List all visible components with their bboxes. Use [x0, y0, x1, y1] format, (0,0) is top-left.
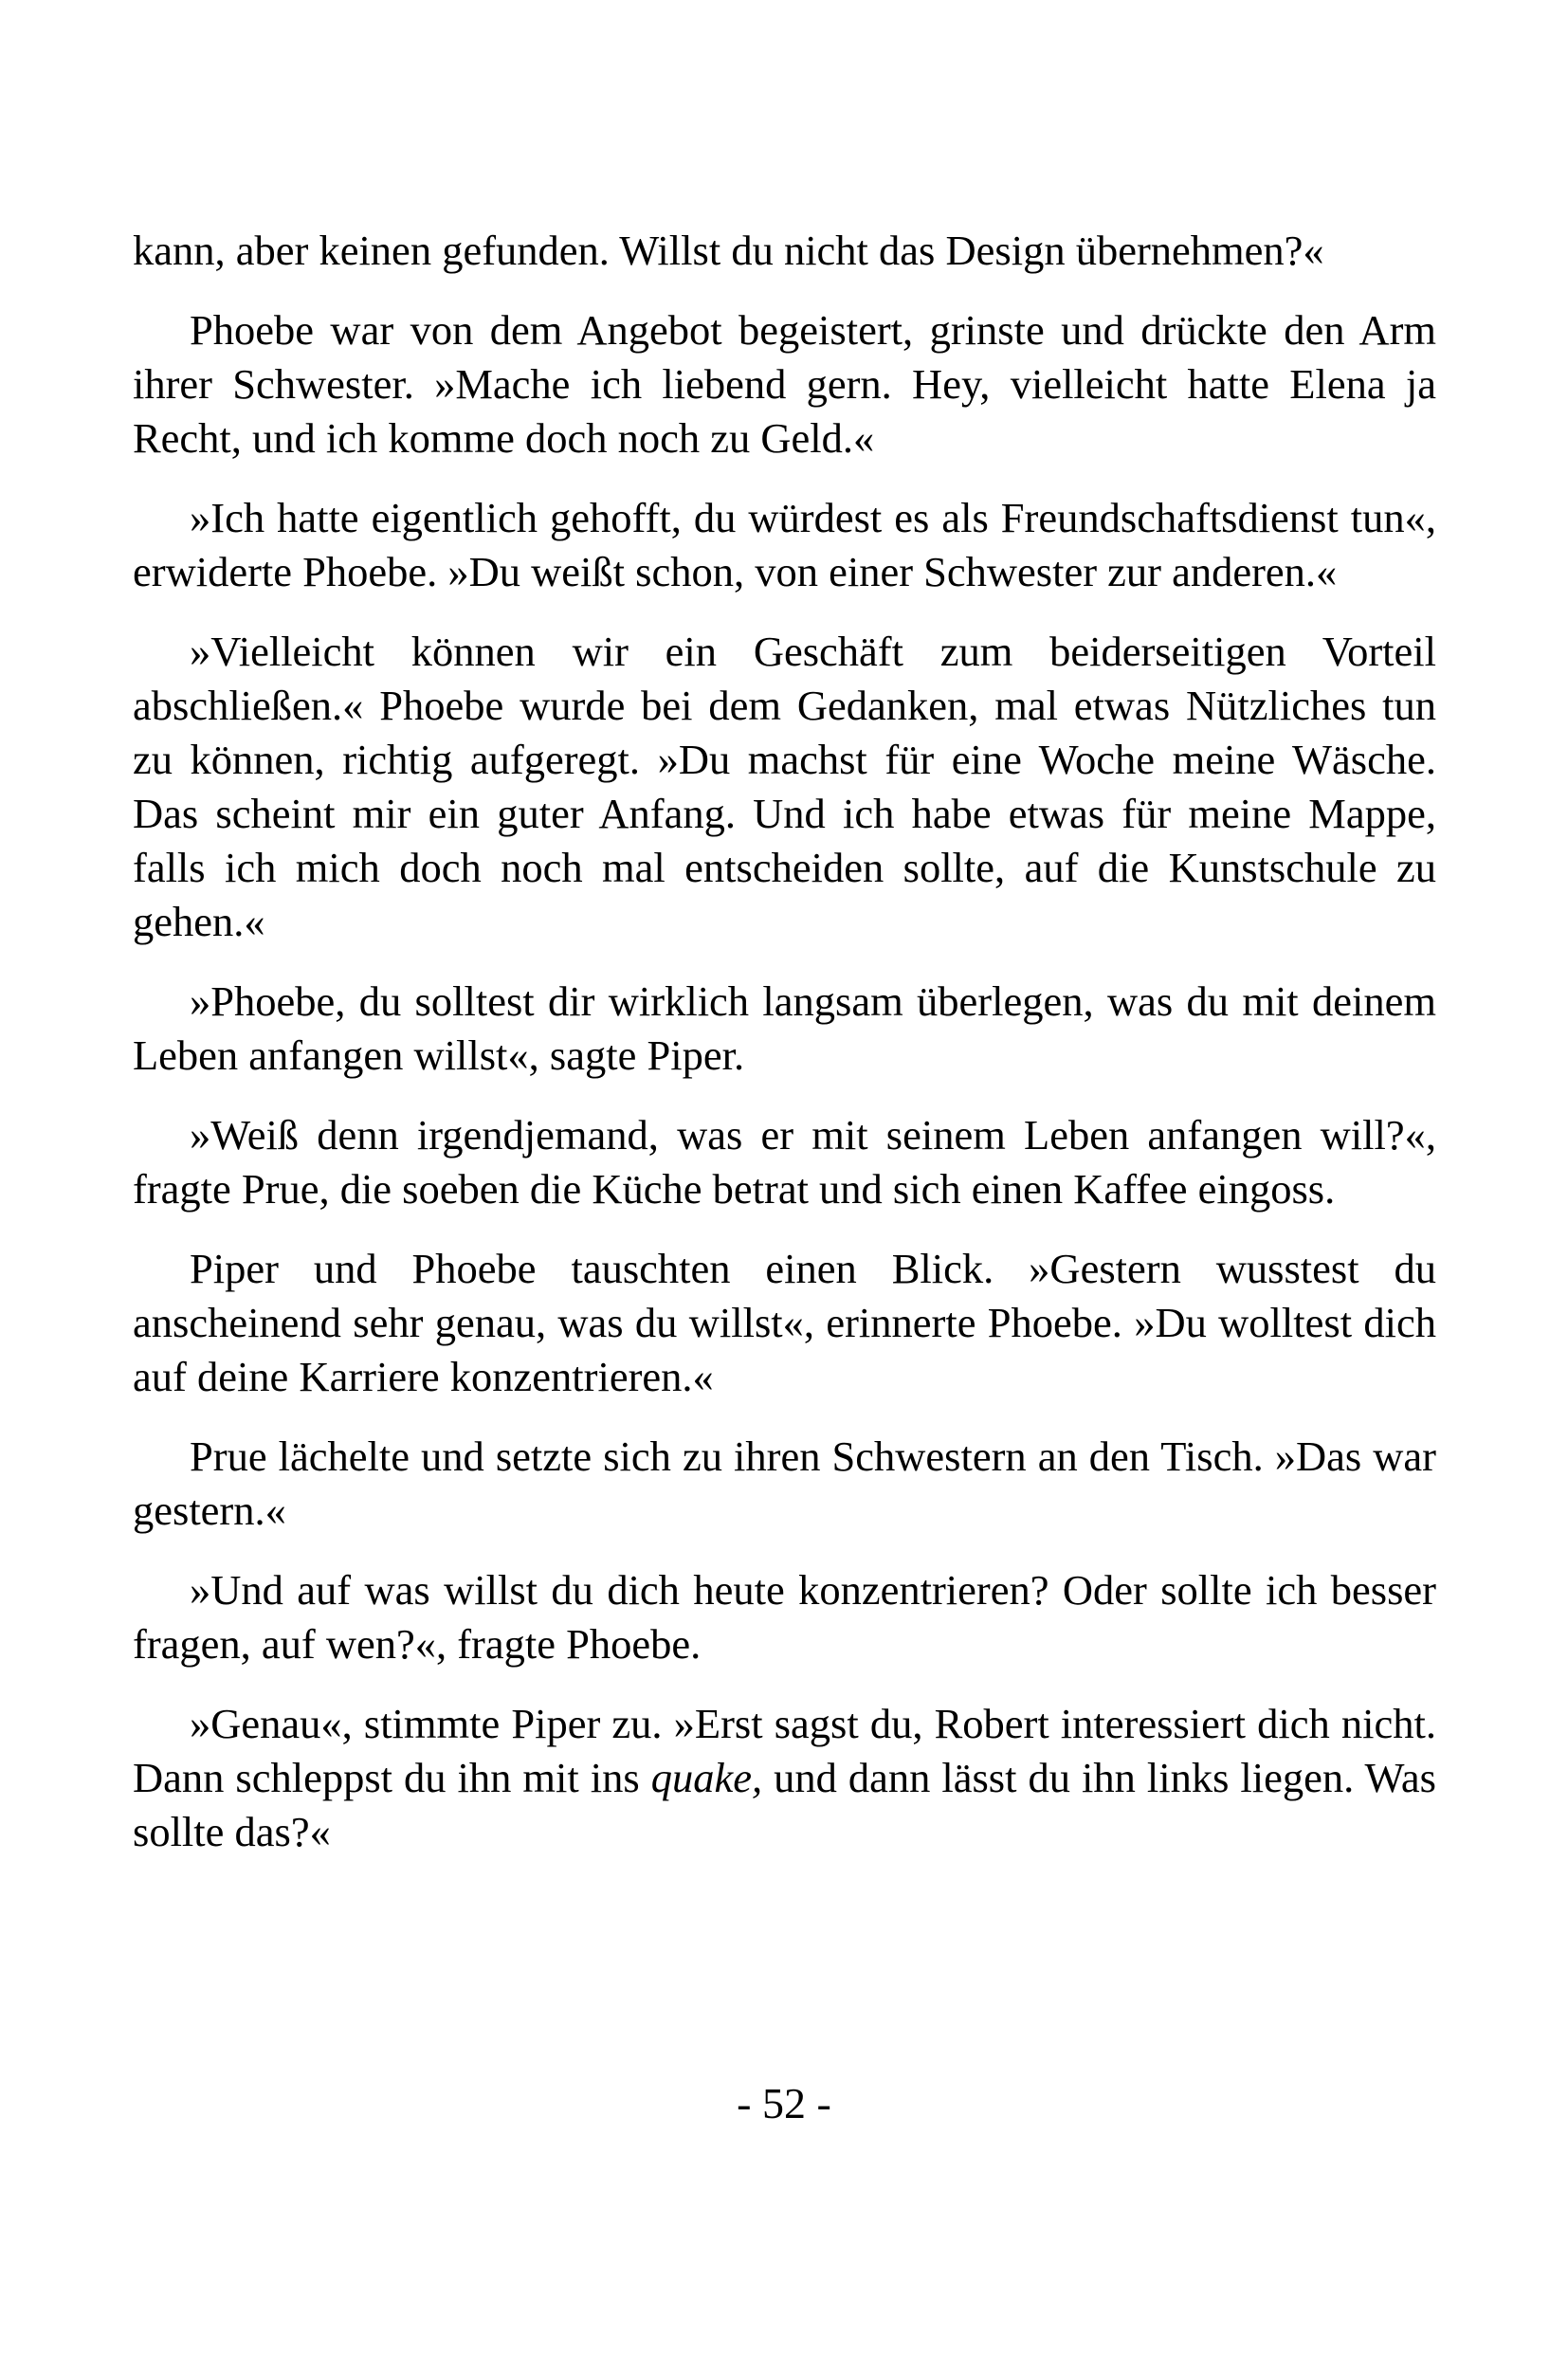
paragraph-10-text-start: »Genau«, stimmte Piper zu. »Erst sagst du, Robert interessiert dich nicht. Dann schleppst du ihn mit ins: [133, 1700, 1436, 1801]
paragraph-10-text-end: und dann lässt du ihn links liegen. Was sollte das?«: [133, 1754, 1436, 1855]
paragraph-1: kann, aber keinen gefunden. Willst du nicht das Design übernehmen?«: [133, 227, 1324, 274]
book-page-text: [133, 224, 1436, 1885]
paragraph-5: »Phoebe, du solltest dir wirklich langsam überlegen, was du mit deinem Leben anfangen willst«, sagte Piper.: [133, 977, 1436, 1079]
paragraph-3: »Ich hatte eigentlich gehofft, du würdest es als Freundschaftsdienst tun«, erwiderte Phoebe. »Du weißt schon, von einer Schwester zur anderen.«: [133, 494, 1436, 595]
paragraph-6: »Weiß denn irgendjemand, was er mit seinem Leben anfangen will?«, fragte Prue, die soeben die Küche betrat und sich einen Kaffee eingoss.: [133, 1111, 1436, 1213]
page-number: - 52 -: [737, 2079, 831, 2127]
paragraph-7: Piper und Phoebe tauschten einen Blick. »Gestern wusstest du anscheinend sehr genau, was du willst«, erinnerte Phoebe. »Du wolltest dich auf deine Karriere konzentrieren.«: [133, 1245, 1436, 1400]
paragraph-2: Phoebe war von dem Angebot begeistert, grinste und drückte den Arm ihrer Schwester. »Mache ich liebend gern. Hey, vielleicht hatte Elena ja Recht, und ich komme doch noch zu Geld.«: [133, 306, 1436, 462]
paragraph-8: Prue lächelte und setzte sich zu ihren Schwestern an den Tisch. »Das war gestern.«: [133, 1432, 1436, 1534]
italic-word-quake: quake,: [650, 1754, 763, 1801]
paragraph-10: [133, 1697, 1436, 1859]
paragraph-9: »Und auf was willst du dich heute konzentrieren? Oder sollte ich besser fragen, auf wen?«, fragte Phoebe.: [133, 1566, 1436, 1668]
paragraph-4: »Vielleicht können wir ein Geschäft zum beiderseitigen Vorteil abschließen.« Phoebe wurde bei dem Gedanken, mal etwas Nützliches tun zu können, richtig aufgeregt. »Du machst für eine Woche meine Wäsche. Das scheint mir ein guter Anfang. Und ich habe etwas für meine Mappe, falls ich mich doch noch mal entscheiden sollte, auf die Kunstschule zu gehen.«: [133, 628, 1436, 945]
